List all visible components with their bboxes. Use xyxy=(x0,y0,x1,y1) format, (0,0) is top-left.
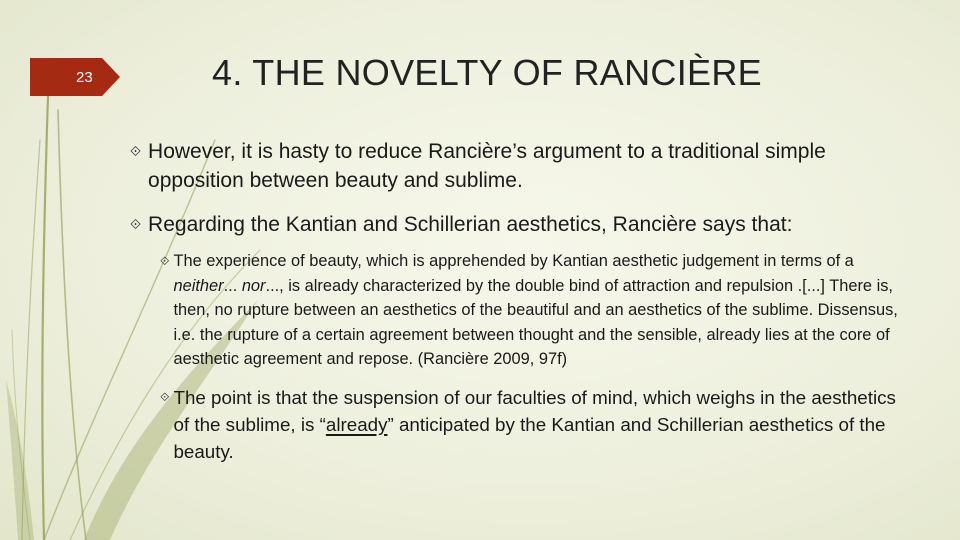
point-part: ” anticipated by the Kantian and Schillerian aesthetics of the beauty. xyxy=(173,413,886,462)
slide-body xyxy=(130,137,900,465)
badge-arrow-shape xyxy=(30,58,120,96)
quote-part: ... xyxy=(223,276,242,295)
sub-bullet-item xyxy=(160,249,900,372)
sub-bullet-item xyxy=(160,384,900,465)
quote-part: The experience of beauty, which is apprehended by Kantian aesthetic judgement in terms of a xyxy=(173,252,854,270)
quote-text xyxy=(173,249,900,372)
diamond-arrow-bullet-icon: ⟐ xyxy=(160,254,170,268)
bullet-text: Regarding the Kantian and Schillerian aesthetics, Rancière says that: xyxy=(148,213,793,236)
point-part: The point is that the suspension of our faculties of mind, which weighs in the aesthetics of the sublime, is “ xyxy=(173,386,896,435)
point-text xyxy=(173,384,900,465)
diamond-arrow-bullet-icon: ⟐ xyxy=(130,216,142,232)
slide-number-badge xyxy=(30,58,120,96)
bullet-item xyxy=(130,137,900,195)
quote-emphasis: neither xyxy=(173,276,224,295)
slide-title: 4. THE NOVELTY OF RANCIÈRE xyxy=(212,52,762,93)
slide-number: 23 xyxy=(76,68,93,86)
bullet-text: However, it is hasty to reduce Rancière’s argument to a traditional simple opposition between beauty and sublime. xyxy=(148,140,826,192)
underlined-word: already xyxy=(325,413,388,435)
quote-emphasis: nor xyxy=(241,276,266,295)
diamond-arrow-bullet-icon: ⟐ xyxy=(130,143,142,159)
quote-part: ..., is already characterized by the double bind of attraction and repulsion .[...] There is, then, no rupture between an aesthetics of the beautiful and an aesthetics of the sublime. Dissensus, i.e. the rupture of a certain agreement between thought and the sensible, already lies at the core of aesthetic agreement and repose. (Rancière 2009, 97f) xyxy=(173,276,898,368)
diamond-arrow-bullet-icon: ⟐ xyxy=(160,389,170,404)
bullet-item xyxy=(130,210,900,239)
